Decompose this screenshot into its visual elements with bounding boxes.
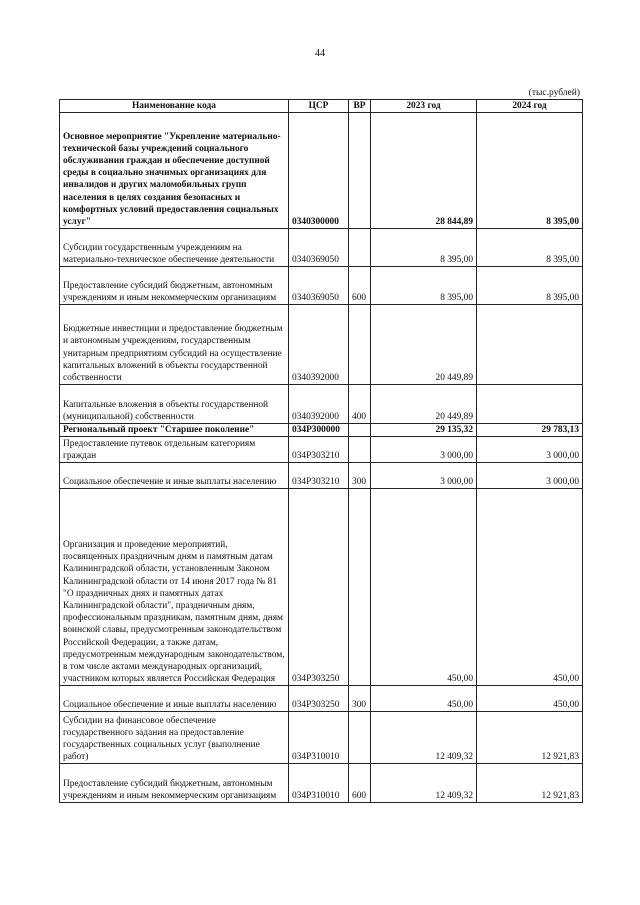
row-2023: 28 844,89 <box>371 113 477 229</box>
row-name: Основное мероприятие "Укрепление материально-технической базы учреждений социального обслуживания граждан и обеспечение доступной среды в социально значимых организациях для инвалидов и других маломобильных групп населения в целях создания безопасных и комфортных условий предоставления социальных услуг" <box>60 113 289 229</box>
budget-table <box>59 99 583 803</box>
row-2023: 450,00 <box>371 686 477 712</box>
row-vr <box>349 424 371 437</box>
row-2023: 3 000,00 <box>371 437 477 463</box>
row-2024: 450,00 <box>477 686 583 712</box>
row-2024: 29 783,13 <box>477 424 583 437</box>
header-2024: 2024 год <box>477 100 583 113</box>
row-csr: 0340300000 <box>289 113 349 229</box>
table-row <box>60 113 583 229</box>
row-csr: 0340369050 <box>289 267 349 305</box>
row-vr <box>349 305 371 385</box>
row-vr: 600 <box>349 267 371 305</box>
header-csr: ЦСР <box>289 100 349 113</box>
row-2024: 3 000,00 <box>477 463 583 489</box>
header-name: Наименование кода <box>60 100 289 113</box>
row-name: Субсидии на финансовое обеспечение государственного задания на предоставление государственных социальных услуг (выполнение работ) <box>60 712 289 764</box>
row-vr <box>349 437 371 463</box>
row-2023: 8 395,00 <box>371 229 477 267</box>
header-2023: 2023 год <box>371 100 477 113</box>
page-number: 44 <box>315 48 325 59</box>
row-name: Предоставление путевок отдельным категориям граждан <box>60 437 289 463</box>
table-row <box>60 267 583 305</box>
table-row <box>60 764 583 803</box>
row-csr: 034P303210 <box>289 437 349 463</box>
row-2023: 20 449,89 <box>371 385 477 424</box>
row-csr: 034P303210 <box>289 463 349 489</box>
row-name: Социальное обеспечение и иные выплаты населению <box>60 686 289 712</box>
row-name: Бюджетные инвестиции и предоставление бюджетным и автономным учреждениям, государственным унитарным предприятиям субсидий на осуществление капитальных вложений в объекты государственной собственности <box>60 305 289 385</box>
row-name: Социальное обеспечение и иные выплаты населению <box>60 463 289 489</box>
row-2023: 20 449,89 <box>371 305 477 385</box>
row-vr <box>349 712 371 764</box>
row-name: Организация и проведение мероприятий, посвященных праздничным дням и памятным датам Калининградской области, установленным Законом Калининградской области от 14 июня 2017 года № 81 "О праздничных днях и памятных датах Калининградской области", праздничным дням, профессиональным праздникам, памятным дням, дням воинской славы, предусмотренным законодательством Российской Федерации, а также датам, предусмотренным международным законодательством, в том числе актами международных организаций, участником которых является Российская Федерация <box>60 489 289 686</box>
table-row <box>60 437 583 463</box>
row-2024 <box>477 385 583 424</box>
table-row <box>60 424 583 437</box>
row-name: Предоставление субсидий бюджетным, автономным учреждениям и иным некоммерческим организациям <box>60 764 289 803</box>
row-2023: 29 135,32 <box>371 424 477 437</box>
row-2023: 12 409,32 <box>371 764 477 803</box>
row-2024: 450,00 <box>477 489 583 686</box>
row-csr: 034P300000 <box>289 424 349 437</box>
table-row <box>60 712 583 764</box>
row-csr: 0340392000 <box>289 385 349 424</box>
table-row <box>60 463 583 489</box>
row-vr: 600 <box>349 764 371 803</box>
table-row <box>60 385 583 424</box>
table-row <box>60 686 583 712</box>
row-2024: 8 395,00 <box>477 113 583 229</box>
row-csr: 034P303250 <box>289 489 349 686</box>
row-vr <box>349 489 371 686</box>
row-2023: 3 000,00 <box>371 463 477 489</box>
row-csr: 0340392000 <box>289 305 349 385</box>
row-2023: 8 395,00 <box>371 267 477 305</box>
row-csr: 0340369050 <box>289 229 349 267</box>
row-2024: 8 395,00 <box>477 229 583 267</box>
row-2024: 12 921,83 <box>477 764 583 803</box>
row-vr: 300 <box>349 463 371 489</box>
row-name: Капитальные вложения в объекты государственной (муниципальной) собственности <box>60 385 289 424</box>
row-2024 <box>477 305 583 385</box>
table-header-row <box>60 100 583 113</box>
header-vr: ВР <box>349 100 371 113</box>
row-2023: 12 409,32 <box>371 712 477 764</box>
units-note: (тыс.рублей) <box>528 88 580 98</box>
table-row <box>60 489 583 686</box>
table-row <box>60 305 583 385</box>
row-name: Предоставление субсидий бюджетным, автономным учреждениям и иным некоммерческим организациям <box>60 267 289 305</box>
row-2024: 12 921,83 <box>477 712 583 764</box>
row-vr <box>349 113 371 229</box>
table-row <box>60 229 583 267</box>
row-2024: 3 000,00 <box>477 437 583 463</box>
row-csr: 034P303250 <box>289 686 349 712</box>
row-2024: 8 395,00 <box>477 267 583 305</box>
row-name: Субсидии государственным учреждениям на материально-техническое обеспечение деятельности <box>60 229 289 267</box>
row-2023: 450,00 <box>371 489 477 686</box>
row-vr: 300 <box>349 686 371 712</box>
row-vr <box>349 229 371 267</box>
row-name: Региональный проект "Старшее поколение" <box>60 424 289 437</box>
row-csr: 034P310010 <box>289 712 349 764</box>
row-csr: 034P310010 <box>289 764 349 803</box>
row-vr: 400 <box>349 385 371 424</box>
